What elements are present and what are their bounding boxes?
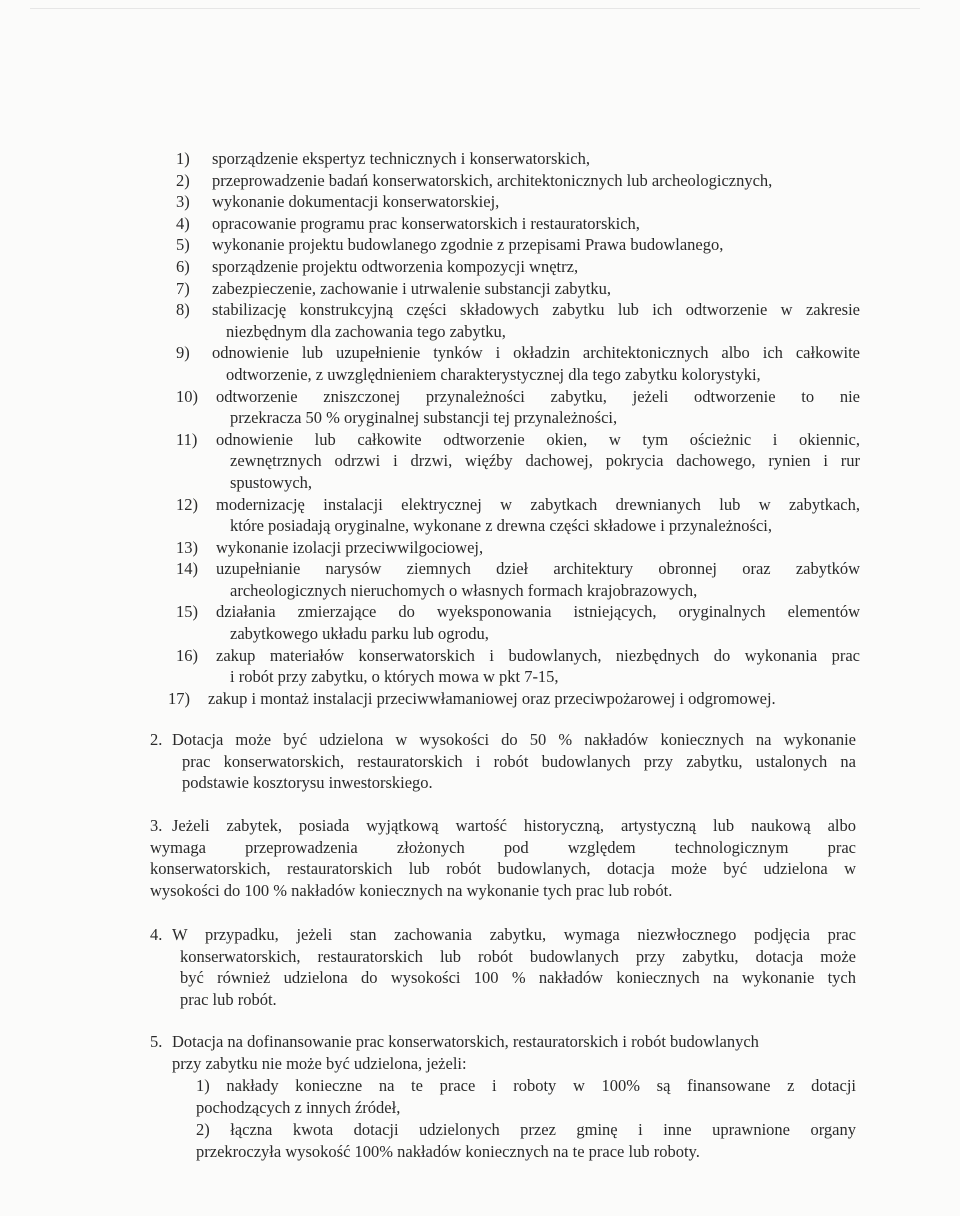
list-item <box>176 299 860 342</box>
list-item <box>176 191 860 213</box>
list-item-line: zewnętrznych odrzwi i drzwi, więźby dachowej, pokrycia dachowego, rynien i rur <box>230 451 860 471</box>
list-item <box>176 256 860 278</box>
list-item-number: 11) <box>176 429 198 449</box>
work-types-list <box>168 148 860 709</box>
list-item-line: archeologicznych nieruchomych o własnych formach krajobrazowych, <box>230 580 698 600</box>
list-item <box>176 148 860 170</box>
scan-edge-line <box>30 8 920 9</box>
list-item-number: 9) <box>176 343 190 363</box>
paragraph-number: 3. <box>150 816 163 835</box>
paragraph-number: 4. <box>150 925 163 944</box>
paragraph-line: Dotacja na dofinansowanie prac konserwatorskich, restauratorskich i robót budowlanych <box>172 1032 759 1051</box>
list-item <box>176 342 860 385</box>
list-item-line: spustowych, <box>230 472 313 492</box>
paragraph-line: konserwatorskich, restauratorskich lub robót budowlanych, dotacja może być udzielona w <box>150 859 856 879</box>
list-item-number: 1) <box>176 149 190 168</box>
list-item <box>176 494 860 537</box>
list-item <box>176 601 860 644</box>
list-item-number: 8) <box>176 300 190 320</box>
list-item-line: wykonanie projektu budowlanego zgodnie z przepisami Prawa budowlanego, <box>212 235 724 255</box>
list-item <box>176 537 860 559</box>
condition-item-2 <box>196 1119 856 1162</box>
list-item-line: zabytkowego układu parku lub ogrodu, <box>230 624 489 644</box>
list-item-number: 4) <box>176 213 190 233</box>
list-item-line: sporządzenie ekspertyz technicznych i konserwatorskich, <box>212 149 590 168</box>
list-item-number: 14) <box>176 559 198 579</box>
list-item-line: niezbędnym dla zachowania tego zabytku, <box>226 321 506 341</box>
list-item <box>176 429 860 494</box>
list-item <box>176 645 860 688</box>
list-item-line: zakup materiałów konserwatorskich i budowlanych, niezbędnych do wykonania prac <box>216 645 860 665</box>
list-item <box>176 558 860 601</box>
list-item-line: stabilizację konstrukcyjną części składowych zabytku lub ich odtworzenie w zakresie <box>212 300 860 320</box>
list-item-line: uzupełnianie narysów ziemnych dzieł architektury obronnej oraz zabytków <box>216 559 860 579</box>
list-item-line: które posiadają oryginalne, wykonane z drewna części składowe i przynależności, <box>230 516 772 536</box>
paragraph-4 <box>150 924 856 1010</box>
condition-line: pochodzących z innych źródeł, <box>196 1097 401 1117</box>
paragraph-line: W przypadku, jeżeli stan zachowania zabytku, wymaga niezwłocznego podjęcia prac <box>172 925 856 944</box>
paragraph-2 <box>150 729 856 794</box>
paragraph-line: podstawie kosztorysu inwestorskiego. <box>182 773 433 793</box>
paragraph-line: konserwatorskich, restauratorskich lub robót budowlanych przy zabytku, dotacja może <box>180 946 856 966</box>
list-item-line: modernizację instalacji elektrycznej w zabytkach drewnianych lub w zabytkach, <box>216 494 860 514</box>
list-item <box>176 213 860 235</box>
paragraph-line: przy zabytku nie może być udzielona, jeżeli: <box>172 1053 467 1073</box>
list-item-number: 6) <box>176 256 190 276</box>
list-item-line: odtworzenie, z uwzględnieniem charakterystycznej dla tego zabytku kolorystyki, <box>226 364 761 384</box>
list-item <box>176 234 860 256</box>
list-item-line: i robót przy zabytku, o których mowa w pkt 7-15, <box>230 667 559 687</box>
list-item-number: 5) <box>176 235 190 255</box>
list-item <box>176 386 860 429</box>
list-item-line: przekracza 50 % oryginalnej substancji tej przynależności, <box>230 408 618 428</box>
list-item <box>168 688 860 710</box>
paragraph-line: wymaga przeprowadzenia złożonych pod względem technologicznym prac <box>150 837 856 857</box>
paragraph-number: 2. <box>150 730 163 749</box>
list-item <box>176 278 860 300</box>
paragraph-line: prac konserwatorskich, restauratorskich i robót budowlanych przy zabytku, ustalonych na <box>182 751 856 771</box>
list-item-line: odtworzenie zniszczonej przynależności zabytku, jeżeli odtworzenie to nie <box>216 386 860 406</box>
paragraph-line: Dotacja może być udzielona w wysokości do 50 % nakładów koniecznych na wykonanie <box>172 730 856 749</box>
condition-line: 1) nakłady konieczne na te prace i roboty w 100% są finansowane z dotacji <box>196 1076 856 1095</box>
list-item-line: działania zmierzające do wyeksponowania istniejących, oryginalnych elementów <box>216 602 860 622</box>
list-item <box>176 170 860 192</box>
list-item-number: 12) <box>176 494 198 514</box>
paragraph-line: być również udzielona do wysokości 100 % nakładów koniecznych na wykonanie tych <box>180 968 856 988</box>
list-item-line: opracowanie programu prac konserwatorskich i restauratorskich, <box>212 213 640 233</box>
condition-line: 2) łączna kwota dotacji udzielonych przez gminę i inne uprawnione organy <box>196 1120 856 1139</box>
list-item-line: sporządzenie projektu odtworzenia kompozycji wnętrz, <box>212 256 579 276</box>
paragraph-5 <box>150 1031 856 1074</box>
list-item-line: odnowienie lub całkowite odtworzenie okien, w tym ościeżnic i okiennic, <box>216 429 860 449</box>
paragraph-line: wysokości do 100 % nakładów koniecznych na wykonanie tych prac lub robót. <box>150 880 673 900</box>
condition-item-1 <box>196 1075 856 1118</box>
paragraph-number: 5. <box>150 1032 163 1051</box>
paragraph-line: prac lub robót. <box>180 989 277 1009</box>
list-item-number: 10) <box>176 386 198 406</box>
list-item-number: 7) <box>176 278 190 298</box>
list-item-line: zakup i montaż instalacji przeciwwłamaniowej oraz przeciwpożarowej i odgromowej. <box>208 688 776 708</box>
list-item-number: 16) <box>176 645 198 665</box>
list-item-number: 17) <box>168 688 190 708</box>
list-item-number: 15) <box>176 602 198 622</box>
list-item-line: zabezpieczenie, zachowanie i utrwalenie substancji zabytku, <box>212 278 612 298</box>
paragraph-3 <box>150 815 856 901</box>
list-item-number: 2) <box>176 170 190 190</box>
list-item-line: odnowienie lub uzupełnienie tynków i okładzin architektonicznych albo ich całkowite <box>212 343 860 363</box>
list-item-number: 3) <box>176 192 190 212</box>
paragraph-line: Jeżeli zabytek, posiada wyjątkową wartość historyczną, artystyczną lub naukową albo <box>172 816 856 835</box>
list-item-line: wykonanie izolacji przeciwwilgociowej, <box>216 537 484 557</box>
list-item-line: przeprowadzenie badań konserwatorskich, architektonicznych lub archeologicznych, <box>212 170 773 190</box>
list-item-number: 13) <box>176 537 198 557</box>
list-item-line: wykonanie dokumentacji konserwatorskiej, <box>212 192 500 212</box>
condition-line: przekroczyła wysokość 100% nakładów koniecznych na te prace lub roboty. <box>196 1141 700 1161</box>
